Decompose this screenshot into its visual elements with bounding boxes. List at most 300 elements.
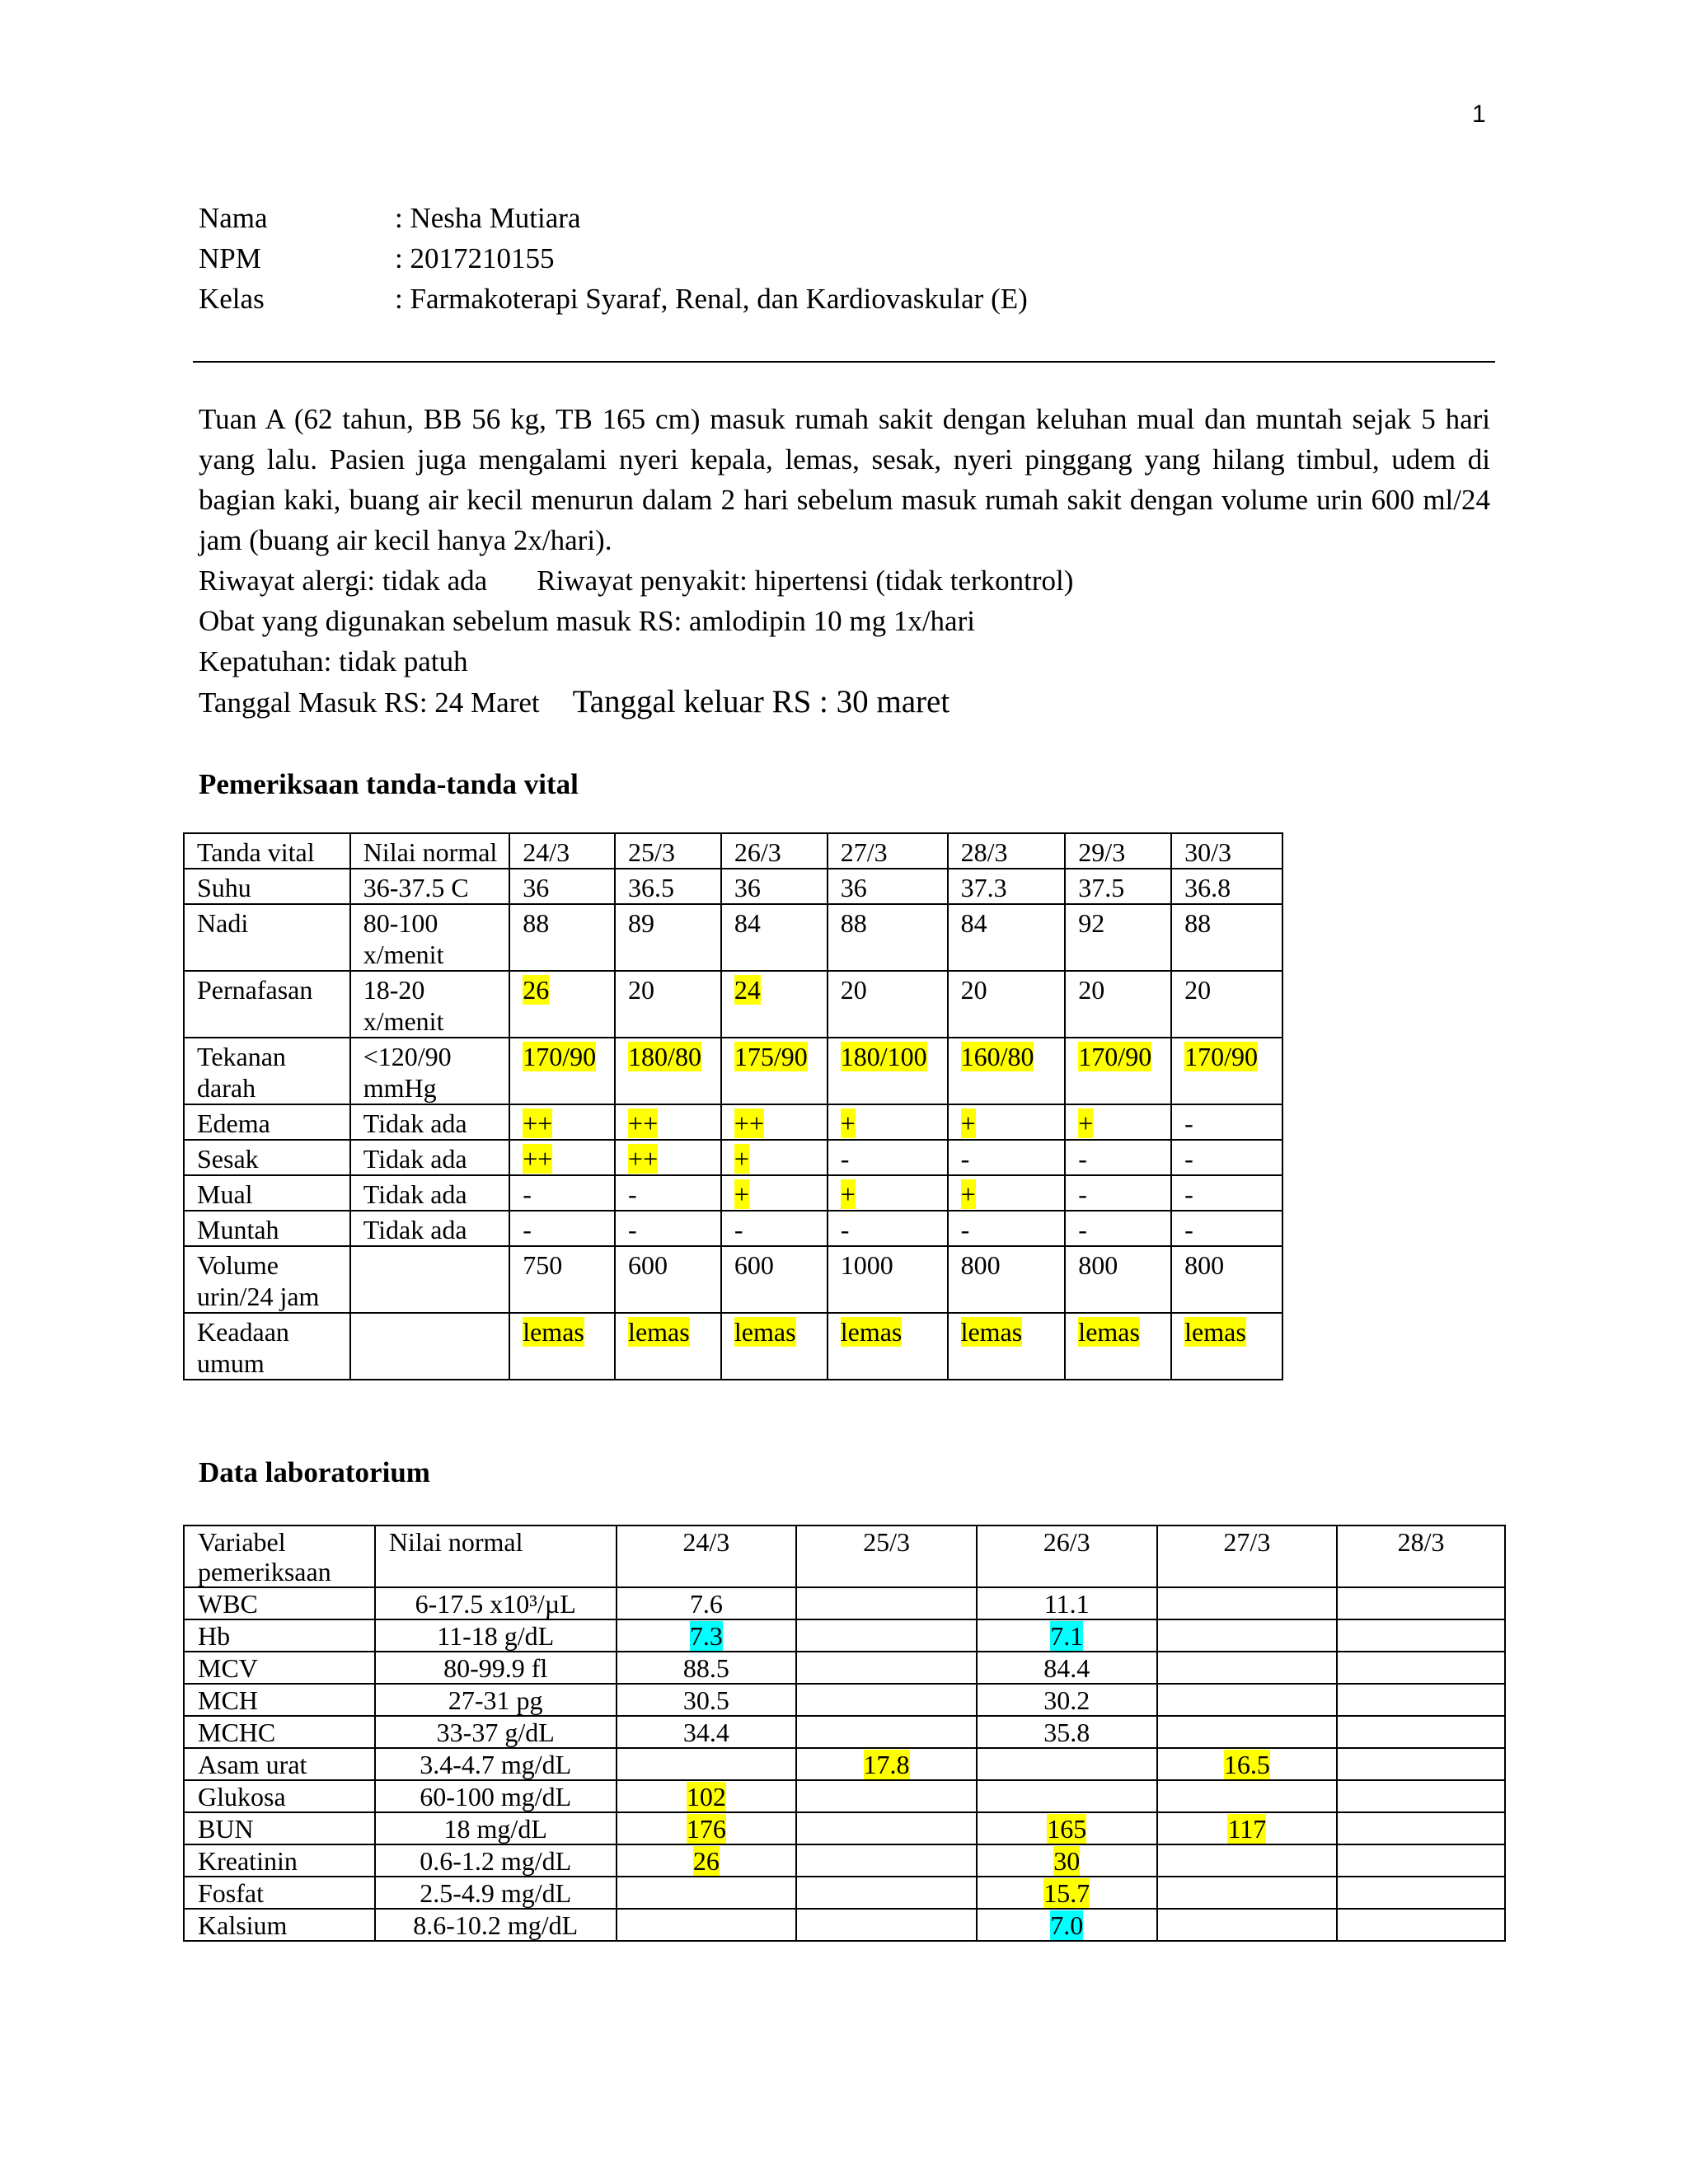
lab-value-cell	[1337, 1844, 1505, 1877]
lab-value-cell-text: 117	[1227, 1814, 1267, 1844]
lab-normal-cell-text: 3.4-4.7 mg/dL	[420, 1750, 572, 1779]
lab-row	[184, 1716, 1505, 1748]
vital-header-cell-text: Tanda vital	[197, 837, 315, 867]
lab-value-cell	[796, 1587, 977, 1619]
vital-value-cell-text: 88	[523, 908, 550, 938]
vital-value-cell	[828, 1038, 948, 1104]
vital-value-cell-text: lemas	[734, 1317, 796, 1347]
lab-header-cell	[184, 1526, 375, 1587]
lab-value-cell	[1157, 1748, 1338, 1780]
lab-value-cell-text: 11.1	[1043, 1589, 1090, 1619]
vital-value-cell-text: lemas	[1184, 1317, 1246, 1347]
vital-row	[184, 904, 1282, 971]
vital-value-cell-text: 20	[1184, 975, 1212, 1005]
vital-value-cell-text: +	[840, 1108, 856, 1138]
lab-value-cell-text: 165	[1047, 1814, 1087, 1844]
vital-normal-cell	[350, 869, 510, 904]
vital-value-cell	[948, 904, 1066, 971]
vital-value-cell-text: -	[1078, 1144, 1087, 1174]
vital-value-cell-text: lemas	[628, 1317, 690, 1347]
lab-header-cell	[1337, 1526, 1505, 1587]
lab-value-cell	[1337, 1716, 1505, 1748]
vital-value-cell	[509, 1211, 615, 1246]
lab-name-cell	[184, 1812, 375, 1844]
vital-value-cell	[1065, 1104, 1171, 1140]
vital-value-cell-text: 36.8	[1184, 873, 1231, 902]
vital-value-cell-text: ++	[734, 1108, 764, 1138]
lab-row	[184, 1780, 1505, 1812]
vital-value-cell-text: 37.5	[1078, 873, 1125, 902]
lab-normal-cell	[375, 1716, 617, 1748]
lab-value-cell	[1337, 1780, 1505, 1812]
vital-value-cell	[615, 1246, 721, 1313]
vital-value-cell-text: -	[1184, 1144, 1193, 1174]
vital-normal-cell	[350, 904, 510, 971]
vital-signs-table	[183, 832, 1283, 1380]
vital-value-cell-text: -	[1078, 1215, 1087, 1244]
vital-value-cell	[721, 1038, 828, 1104]
lab-header-cell-text: 26/3	[1043, 1527, 1090, 1557]
vital-value-cell	[948, 971, 1066, 1038]
lab-value-cell	[617, 1877, 797, 1909]
vital-value-cell-text: -	[523, 1179, 532, 1209]
lab-name-cell-text: WBC	[198, 1589, 258, 1619]
vital-value-cell	[509, 869, 615, 904]
lab-value-cell-text: 30.5	[682, 1685, 729, 1715]
vital-normal-cell	[350, 971, 510, 1038]
lab-normal-cell-text: 27-31 pg	[448, 1685, 543, 1715]
lab-value-cell-text: 7.3	[689, 1621, 723, 1651]
vital-value-cell	[1171, 1211, 1282, 1246]
lab-row	[184, 1619, 1505, 1652]
lab-value-cell	[977, 1844, 1157, 1877]
lab-value-cell	[977, 1780, 1157, 1812]
info-row-kelas	[199, 279, 1028, 319]
case-paragraph: Tuan A (62 tahun, BB 56 kg, TB 165 cm) masuk rumah sakit dengan keluhan mual dan muntah sejak 5 hari yang lalu. Pasien juga mengalami nyeri kepala, lemas, sesak, nyeri pinggang yang hilang timbul, udem di bagian kaki, buang air kecil menurun dalam 2 hari sebelum masuk rumah sakit dengan volume urin 600 ml/24 jam (buang air kecil hanya 2x/hari).	[199, 403, 1490, 556]
vital-value-cell	[509, 1038, 615, 1104]
vital-value-cell-text: 180/100	[840, 1042, 927, 1071]
vital-header-cell-text: 24/3	[523, 837, 570, 867]
lab-value-cell	[796, 1812, 977, 1844]
vital-value-cell	[1065, 904, 1171, 971]
lab-value-cell	[1157, 1877, 1338, 1909]
lab-value-cell	[1157, 1619, 1338, 1652]
vital-value-cell-text: -	[960, 1215, 970, 1244]
lab-name-cell-text: MCH	[198, 1685, 258, 1715]
lab-header-cell-text: 25/3	[863, 1527, 910, 1557]
vital-value-cell	[1065, 869, 1171, 904]
lab-value-cell	[977, 1877, 1157, 1909]
lab-value-cell	[617, 1780, 797, 1812]
lab-value-cell	[1157, 1812, 1338, 1844]
lab-name-cell	[184, 1716, 375, 1748]
vital-header-cell	[948, 833, 1066, 869]
lab-value-cell-text: 30.2	[1043, 1685, 1090, 1715]
lab-name-cell	[184, 1748, 375, 1780]
vital-name-cell-text: Sesak	[197, 1144, 259, 1174]
vital-value-cell-text: 170/90	[1184, 1042, 1259, 1071]
lab-value-cell-text: 17.8	[863, 1750, 910, 1779]
vital-value-cell-text: 175/90	[734, 1042, 808, 1071]
vital-normal-cell-text: 36-37.5 C	[363, 873, 469, 902]
lab-value-cell	[1157, 1684, 1338, 1716]
vital-value-cell-text: -	[523, 1215, 532, 1244]
lab-name-cell	[184, 1587, 375, 1619]
lab-value-cell	[617, 1587, 797, 1619]
lab-value-cell	[1337, 1812, 1505, 1844]
vital-value-cell	[509, 1246, 615, 1313]
vital-value-cell	[615, 971, 721, 1038]
vital-value-cell	[615, 1313, 721, 1380]
vital-value-cell-text: -	[734, 1215, 743, 1244]
lab-value-cell	[977, 1684, 1157, 1716]
vital-value-cell	[615, 1211, 721, 1246]
vital-normal-cell	[350, 1140, 510, 1175]
vital-value-cell-text: 160/80	[960, 1042, 1034, 1071]
vital-value-cell	[1065, 971, 1171, 1038]
lab-name-cell-text: Kalsium	[198, 1910, 288, 1940]
vital-name-cell-text: Mual	[197, 1179, 253, 1209]
lab-value-cell	[796, 1652, 977, 1684]
vital-value-cell	[615, 1038, 721, 1104]
vital-value-cell	[828, 1175, 948, 1211]
vital-value-cell	[948, 869, 1066, 904]
vital-value-cell-text: 36	[734, 873, 761, 902]
lab-value-cell	[796, 1877, 977, 1909]
vital-value-cell	[721, 904, 828, 971]
vital-value-cell	[948, 1313, 1066, 1380]
lab-normal-cell-text: 6-17.5 x10³/µL	[415, 1589, 576, 1619]
vital-value-cell	[948, 1140, 1066, 1175]
lab-value-cell	[1157, 1909, 1338, 1941]
vital-value-cell-text: 800	[960, 1250, 1001, 1280]
vital-value-cell-text: ++	[628, 1144, 659, 1174]
vital-normal-cell-text: Tidak ada	[363, 1215, 467, 1244]
lab-normal-cell-text: 18 mg/dL	[443, 1814, 547, 1844]
vital-value-cell-text: -	[628, 1179, 637, 1209]
lab-name-cell	[184, 1844, 375, 1877]
vital-name-cell	[184, 1313, 350, 1380]
vital-value-cell	[1065, 1211, 1171, 1246]
lab-normal-cell-text: 60-100 mg/dL	[420, 1782, 572, 1811]
info-row-npm	[199, 238, 1028, 279]
vital-value-cell-text: -	[960, 1144, 970, 1174]
vital-value-cell	[948, 1246, 1066, 1313]
vital-header-cell	[828, 833, 948, 869]
lab-header-row	[184, 1526, 1505, 1587]
vital-value-cell-text: +	[734, 1144, 749, 1174]
vital-row	[184, 971, 1282, 1038]
lab-normal-cell-text: 2.5-4.9 mg/dL	[420, 1878, 572, 1908]
vital-value-cell-text: 88	[1184, 908, 1212, 938]
disease-history-text: Riwayat penyakit: hipertensi (tidak terkontrol)	[537, 565, 1074, 597]
vital-name-cell-text: Tekanan darah	[197, 1042, 286, 1103]
lab-value-cell	[796, 1684, 977, 1716]
vital-value-cell	[1171, 1038, 1282, 1104]
lab-value-cell	[977, 1652, 1157, 1684]
vital-value-cell-text: 20	[1078, 975, 1105, 1005]
lab-value-cell-text: 88.5	[682, 1653, 729, 1683]
vital-value-cell-text: ++	[628, 1108, 659, 1138]
admission-date: Tanggal Masuk RS: 24 Maret	[199, 687, 540, 719]
lab-value-cell	[1157, 1716, 1338, 1748]
vital-value-cell	[828, 904, 948, 971]
lab-header-cell-text: Variabel pemeriksaan	[198, 1527, 331, 1586]
vital-name-cell	[184, 1038, 350, 1104]
info-value: : Farmakoterapi Syaraf, Renal, dan Kardiovaskular (E)	[395, 283, 1028, 315]
lab-value-cell-text: 15.7	[1043, 1878, 1090, 1908]
lab-header-cell	[375, 1526, 617, 1587]
vital-value-cell	[721, 1175, 828, 1211]
lab-value-cell	[1337, 1587, 1505, 1619]
vital-value-cell-text: -	[628, 1215, 637, 1244]
lab-value-cell-text: 16.5	[1223, 1750, 1270, 1779]
dates-line	[199, 682, 1490, 723]
lab-value-cell	[796, 1716, 977, 1748]
lab-row	[184, 1684, 1505, 1716]
vital-value-cell-text: -	[840, 1215, 850, 1244]
lab-value-cell-text: 7.1	[1050, 1621, 1084, 1651]
vital-value-cell-text: 89	[628, 908, 655, 938]
vital-normal-cell	[350, 1175, 510, 1211]
vital-value-cell-text: -	[1184, 1179, 1193, 1209]
vital-value-cell-text: ++	[523, 1144, 553, 1174]
lab-normal-cell-text: 8.6-10.2 mg/dL	[413, 1910, 579, 1940]
lab-value-cell-text: 30	[1053, 1846, 1081, 1876]
vital-value-cell	[721, 1313, 828, 1380]
vital-normal-cell	[350, 1038, 510, 1104]
lab-value-cell	[1337, 1877, 1505, 1909]
lab-name-cell-text: Asam urat	[198, 1750, 307, 1779]
lab-name-cell	[184, 1619, 375, 1652]
vital-name-cell	[184, 904, 350, 971]
vital-value-cell	[615, 869, 721, 904]
lab-name-cell	[184, 1909, 375, 1941]
vital-row	[184, 1313, 1282, 1380]
lab-value-cell	[1337, 1909, 1505, 1941]
lab-value-cell	[1157, 1587, 1338, 1619]
lab-value-cell	[977, 1587, 1157, 1619]
vital-header-cell-text: Nilai normal	[363, 837, 498, 867]
lab-value-cell-text: 102	[686, 1782, 726, 1811]
vital-value-cell	[828, 971, 948, 1038]
lab-value-cell-text: 34.4	[682, 1718, 729, 1747]
vital-header-cell-text: 26/3	[734, 837, 781, 867]
info-label: NPM	[199, 242, 261, 274]
vital-value-cell-text: 36.5	[628, 873, 675, 902]
vital-name-cell-text: Muntah	[197, 1215, 279, 1244]
lab-normal-cell	[375, 1844, 617, 1877]
vital-value-cell-text: +	[960, 1108, 976, 1138]
vital-name-cell-text: Pernafasan	[197, 975, 313, 1005]
lab-row	[184, 1844, 1505, 1877]
vital-name-cell-text: Edema	[197, 1108, 270, 1138]
vital-value-cell	[721, 1104, 828, 1140]
vital-value-cell	[509, 1313, 615, 1380]
info-row-nama	[199, 198, 1028, 238]
vital-value-cell	[828, 1104, 948, 1140]
lab-value-cell	[796, 1844, 977, 1877]
lab-value-cell	[617, 1748, 797, 1780]
lab-name-cell-text: BUN	[198, 1814, 254, 1844]
info-value: : Nesha Mutiara	[395, 202, 581, 234]
vital-value-cell-text: 180/80	[628, 1042, 701, 1071]
vital-value-cell-text: 170/90	[523, 1042, 597, 1071]
vital-header-cell	[1171, 833, 1282, 869]
vital-value-cell	[721, 971, 828, 1038]
lab-value-cell	[796, 1909, 977, 1941]
vital-normal-cell-text: 18-20 x/menit	[363, 975, 444, 1036]
vital-value-cell	[721, 1211, 828, 1246]
lab-value-cell-text: 7.6	[689, 1589, 723, 1619]
lab-value-cell	[796, 1748, 977, 1780]
student-info	[199, 198, 1028, 319]
vital-value-cell-text: 84	[734, 908, 761, 938]
vital-row	[184, 1140, 1282, 1175]
lab-header-cell-text: Nilai normal	[388, 1527, 523, 1557]
lab-normal-cell	[375, 1812, 617, 1844]
lab-normal-cell	[375, 1619, 617, 1652]
vital-name-cell	[184, 1104, 350, 1140]
lab-name-cell-text: Kreatinin	[198, 1846, 298, 1876]
lab-value-cell	[977, 1716, 1157, 1748]
lab-row	[184, 1652, 1505, 1684]
vital-value-cell	[948, 1038, 1066, 1104]
vital-header-cell	[509, 833, 615, 869]
vital-header-cell	[721, 833, 828, 869]
compliance-text: Kepatuhan: tidak patuh	[199, 645, 468, 677]
lab-value-cell	[617, 1652, 797, 1684]
vital-value-cell-text: ++	[523, 1108, 553, 1138]
lab-name-cell	[184, 1652, 375, 1684]
lab-name-cell-text: Glukosa	[198, 1782, 286, 1811]
lab-name-cell	[184, 1877, 375, 1909]
vital-value-cell	[615, 1140, 721, 1175]
vital-value-cell	[721, 1140, 828, 1175]
vital-value-cell	[1065, 1140, 1171, 1175]
vital-value-cell-text: lemas	[1078, 1317, 1140, 1347]
lab-value-cell	[617, 1684, 797, 1716]
vital-value-cell	[509, 1140, 615, 1175]
vital-value-cell	[615, 904, 721, 971]
vital-normal-cell	[350, 1211, 510, 1246]
vital-header-cell	[1065, 833, 1171, 869]
vital-value-cell-text: -	[840, 1144, 850, 1174]
vital-value-cell-text: 37.3	[960, 873, 1007, 902]
vital-name-cell	[184, 1175, 350, 1211]
vital-value-cell	[828, 1140, 948, 1175]
vital-name-cell	[184, 1140, 350, 1175]
vital-name-cell-text: Volume urin/24 jam	[197, 1250, 320, 1311]
vital-value-cell-text: 800	[1078, 1250, 1118, 1280]
vital-header-cell-text: 30/3	[1184, 837, 1232, 867]
vital-value-cell-text: +	[960, 1179, 976, 1209]
lab-row	[184, 1909, 1505, 1941]
vital-normal-cell-text: Tidak ada	[363, 1144, 467, 1174]
lab-header-cell	[977, 1526, 1157, 1587]
vital-normal-cell-text: Tidak ada	[363, 1108, 467, 1138]
case-narrative	[199, 399, 1490, 723]
vital-value-cell	[509, 971, 615, 1038]
lab-header-cell	[1157, 1526, 1338, 1587]
vital-row	[184, 869, 1282, 904]
lab-normal-cell-text: 11-18 g/dL	[437, 1621, 555, 1651]
vital-value-cell	[1171, 1104, 1282, 1140]
allergy-text: Riwayat alergi: tidak ada	[199, 565, 488, 597]
vital-normal-cell	[350, 1246, 510, 1313]
vital-value-cell	[948, 1175, 1066, 1211]
vital-value-cell-text: -	[1184, 1215, 1193, 1244]
vital-value-cell-text: +	[1078, 1108, 1094, 1138]
vital-normal-cell-text: <120/90 mmHg	[363, 1042, 452, 1103]
vital-normal-cell-text: 80-100 x/menit	[363, 908, 444, 969]
lab-name-cell-text: MCV	[198, 1653, 258, 1683]
vital-header-cell-text: 27/3	[840, 837, 888, 867]
lab-header-cell-text: 27/3	[1223, 1527, 1271, 1557]
vital-value-cell-text: +	[734, 1179, 749, 1209]
vital-value-cell	[1171, 1246, 1282, 1313]
vital-value-cell-text: 20	[628, 975, 655, 1005]
vital-value-cell	[1171, 1140, 1282, 1175]
vital-value-cell-text: 800	[1184, 1250, 1225, 1280]
vital-value-cell	[1171, 1313, 1282, 1380]
vital-value-cell	[828, 869, 948, 904]
lab-normal-cell	[375, 1748, 617, 1780]
info-label: Nama	[199, 202, 268, 234]
vital-value-cell	[1065, 1313, 1171, 1380]
vital-value-cell-text: -	[1184, 1108, 1193, 1138]
page-number: 1	[1472, 101, 1486, 128]
lab-value-cell	[1157, 1780, 1338, 1812]
lab-header-cell-text: 28/3	[1397, 1527, 1445, 1557]
lab-normal-cell-text: 80-99.9 fl	[443, 1653, 548, 1683]
lab-normal-cell	[375, 1877, 617, 1909]
lab-data-heading: Data laboratorium	[199, 1456, 430, 1488]
vital-value-cell	[1065, 1246, 1171, 1313]
vital-header-cell-text: 25/3	[628, 837, 675, 867]
lab-value-cell	[617, 1844, 797, 1877]
lab-row	[184, 1587, 1505, 1619]
lab-normal-cell	[375, 1587, 617, 1619]
lab-value-cell	[796, 1619, 977, 1652]
lab-row	[184, 1812, 1505, 1844]
lab-value-cell-text: 7.0	[1050, 1910, 1084, 1940]
vital-normal-cell-text: Tidak ada	[363, 1179, 467, 1209]
lab-value-cell	[1157, 1844, 1338, 1877]
lab-value-cell	[977, 1619, 1157, 1652]
vital-value-cell	[1065, 1038, 1171, 1104]
lab-value-cell	[617, 1716, 797, 1748]
lab-name-cell-text: MCHC	[198, 1718, 276, 1747]
vital-row	[184, 1246, 1282, 1313]
vital-value-cell	[721, 869, 828, 904]
vital-value-cell	[509, 1104, 615, 1140]
history-line	[199, 560, 1490, 601]
vital-value-cell	[828, 1313, 948, 1380]
lab-value-cell	[617, 1619, 797, 1652]
lab-value-cell	[796, 1780, 977, 1812]
vital-value-cell	[1065, 1175, 1171, 1211]
lab-value-cell-text: 176	[686, 1814, 726, 1844]
vital-value-cell	[509, 1175, 615, 1211]
lab-name-cell	[184, 1684, 375, 1716]
lab-value-cell	[977, 1748, 1157, 1780]
vital-value-cell-text: 88	[840, 908, 867, 938]
vital-value-cell	[1171, 1175, 1282, 1211]
vital-value-cell-text: lemas	[960, 1317, 1023, 1347]
vital-header-cell	[350, 833, 510, 869]
vital-value-cell-text: 600	[628, 1250, 668, 1280]
